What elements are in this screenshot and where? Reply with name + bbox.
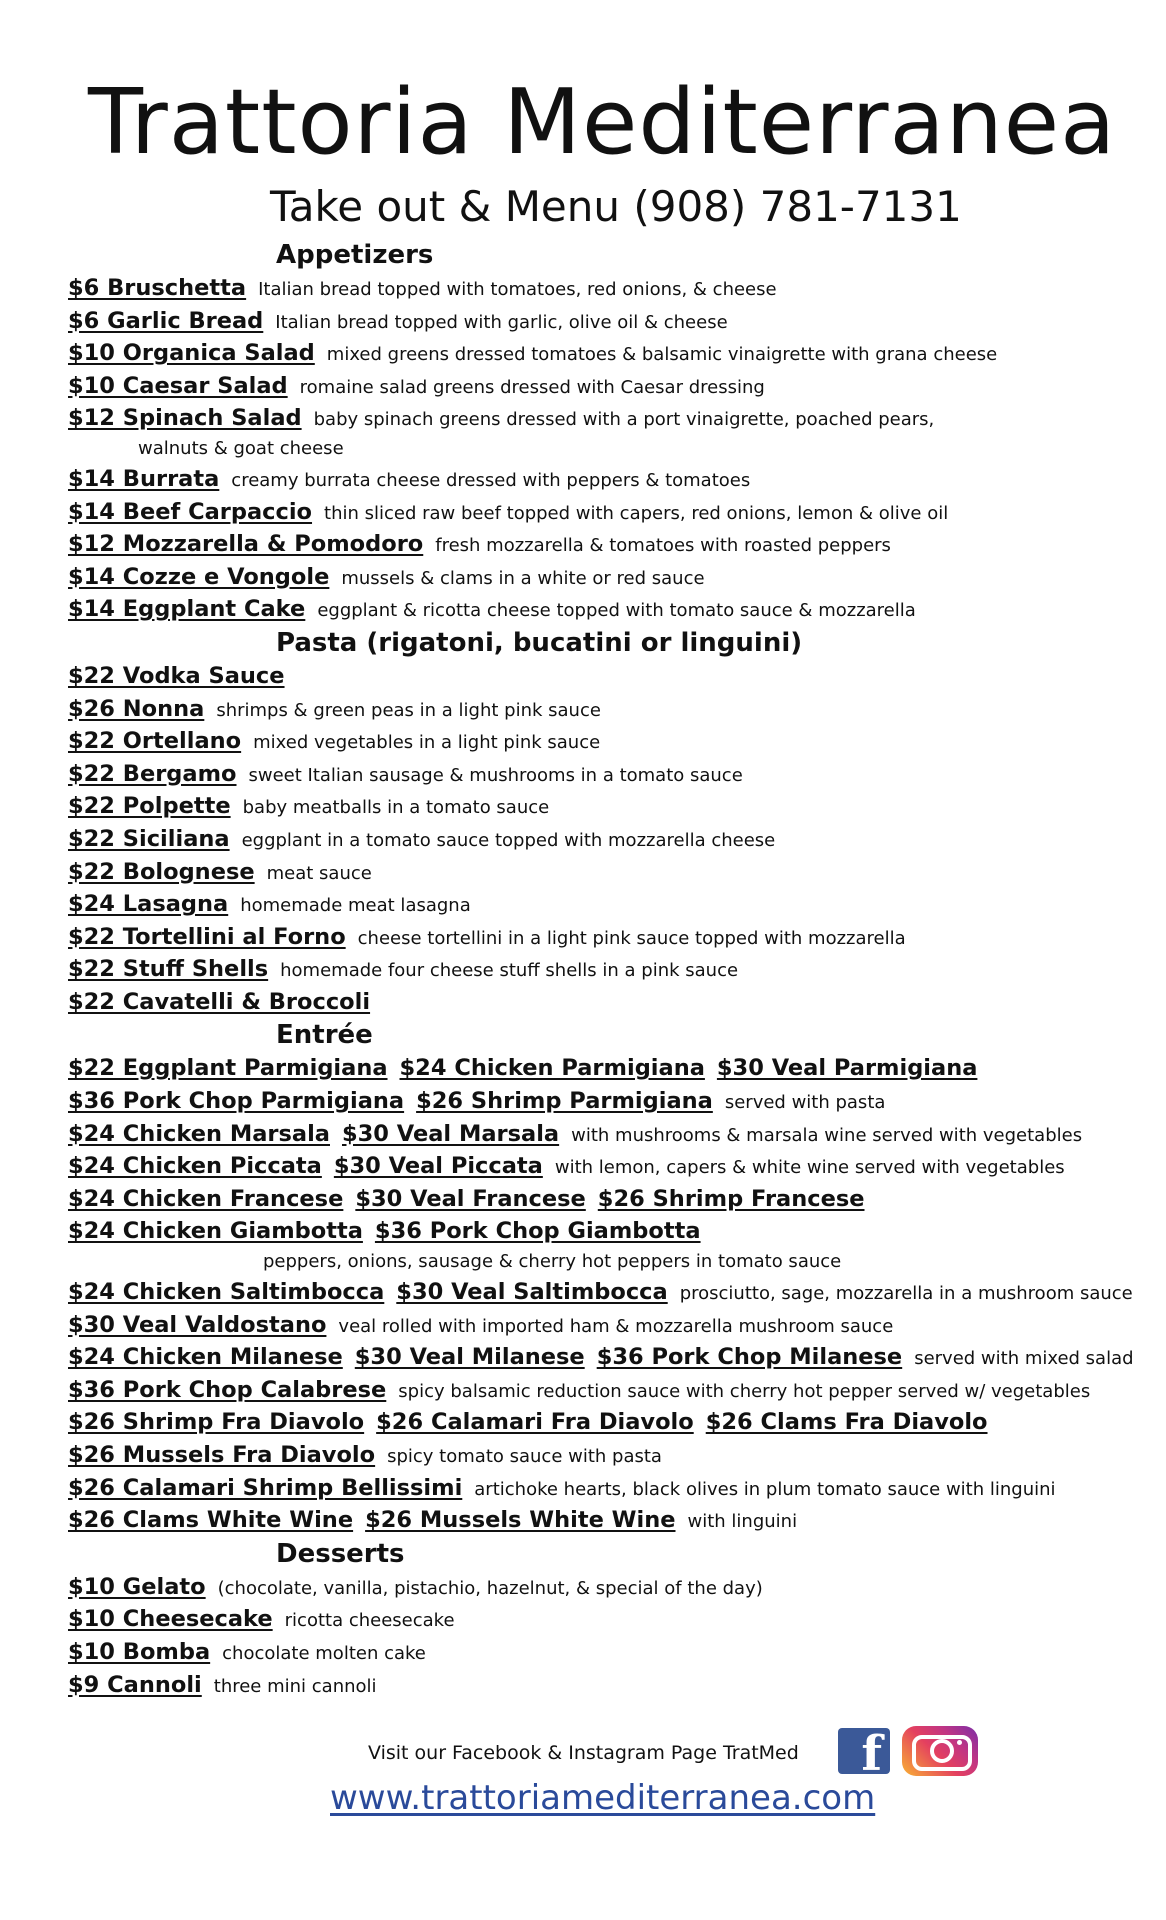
item-name: $9 Cannoli bbox=[68, 1671, 202, 1698]
item-name: $10 Organica Salad bbox=[68, 340, 315, 367]
section-heading: Desserts bbox=[276, 1538, 405, 1569]
item-description: eggplant & ricotta cheese topped with tomato sauce & mozzarella bbox=[317, 600, 916, 622]
menu-item bbox=[68, 1183, 1148, 1216]
item-description: baby spinach greens dressed with a port vinaigrette, poached pears, bbox=[313, 409, 935, 431]
item-name: $30 Veal Parmigiana bbox=[716, 1055, 978, 1082]
section-heading: Pasta (rigatoni, bucatini or linguini) bbox=[276, 627, 803, 658]
item-name: $14 Cozze e Vongole bbox=[68, 563, 330, 590]
menu-item bbox=[68, 337, 1148, 370]
item-name: $26 Calamari Fra Diavolo bbox=[376, 1409, 694, 1436]
item-description: fresh mozzarella & tomatoes with roasted peppers bbox=[435, 535, 891, 557]
item-description: served with pasta bbox=[724, 1092, 886, 1114]
item-name: $22 Cavatelli & Broccoli bbox=[68, 988, 371, 1015]
item-description: served with mixed salad bbox=[914, 1348, 1134, 1370]
item-description: (chocolate, vanilla, pistachio, hazelnut, & special of the day) bbox=[217, 1577, 763, 1599]
item-description: meat sauce bbox=[266, 862, 372, 884]
item-description: with mushrooms & marsala wine served with vegetables bbox=[571, 1124, 1083, 1146]
item-name: $22 Siciliana bbox=[68, 825, 230, 852]
item-description: three mini cannoli bbox=[213, 1675, 377, 1697]
menu-item bbox=[68, 725, 1148, 758]
menu-item bbox=[68, 1085, 1148, 1118]
item-description: baby meatballs in a tomato sauce bbox=[242, 797, 550, 819]
menu-subtitle: Take out & Menu (908) 781-7131 bbox=[270, 182, 962, 231]
item-name: $22 Vodka Sauce bbox=[68, 662, 285, 689]
instagram-icon[interactable] bbox=[902, 1726, 978, 1776]
menu-item bbox=[68, 402, 1148, 435]
website-link[interactable]: www.trattoriamediterranea.com bbox=[330, 1778, 876, 1818]
facebook-icon[interactable]: f bbox=[838, 1728, 890, 1774]
item-name: $22 Stuff Shells bbox=[68, 956, 269, 983]
item-name: $30 Veal Francese bbox=[355, 1185, 586, 1212]
item-name: $6 Bruschetta bbox=[68, 275, 247, 301]
menu-item bbox=[68, 463, 1148, 496]
item-name: $36 Pork Chop Calabrese bbox=[68, 1376, 387, 1403]
item-description: chocolate molten cake bbox=[222, 1642, 426, 1664]
item-description: homemade meat lasagna bbox=[240, 895, 471, 917]
menu-item bbox=[68, 1150, 1148, 1183]
menu-item bbox=[68, 496, 1148, 529]
item-name: $10 Bomba bbox=[68, 1638, 211, 1665]
item-description: cheese tortellini in a light pink sauce topped with mozzarella bbox=[357, 927, 906, 949]
item-name: $36 Pork Chop Giambotta bbox=[374, 1218, 701, 1245]
section-heading: Entrée bbox=[276, 1020, 373, 1051]
item-name: $26 Shrimp Parmigiana bbox=[416, 1088, 713, 1115]
item-description: mixed greens dressed tomatoes & balsamic vinaigrette with grana cheese bbox=[326, 344, 998, 366]
menu-item bbox=[68, 856, 1148, 889]
social-text: Visit our Facebook & Instagram Page TratMed bbox=[368, 1742, 799, 1764]
menu-item bbox=[68, 272, 1148, 305]
item-name: $22 Bergamo bbox=[68, 760, 237, 787]
item-description: spicy tomato sauce with pasta bbox=[387, 1446, 662, 1467]
menu-item bbox=[68, 1052, 1148, 1085]
item-name: $6 Garlic Bread bbox=[68, 307, 264, 334]
item-name: $26 Mussels White Wine bbox=[365, 1507, 676, 1534]
item-description: shrimps & green peas in a light pink sauce bbox=[216, 699, 601, 721]
item-description: eggplant in a tomato sauce topped with mozzarella cheese bbox=[241, 829, 776, 851]
menu-item bbox=[68, 1374, 1148, 1407]
item-name: $36 Pork Chop Milanese bbox=[596, 1344, 903, 1371]
item-description: mixed vegetables in a light pink sauce bbox=[253, 732, 601, 754]
section-heading: Appetizers bbox=[276, 240, 434, 270]
item-name: $26 Clams Fra Diavolo bbox=[705, 1409, 988, 1436]
menu-item bbox=[68, 528, 1148, 561]
menu-item bbox=[68, 1669, 1148, 1702]
menu-item bbox=[68, 790, 1148, 823]
menu-item bbox=[68, 758, 1148, 791]
item-name: $26 Shrimp Fra Diavolo bbox=[68, 1409, 365, 1436]
item-name: $22 Bolognese bbox=[68, 858, 255, 885]
menu-item bbox=[68, 593, 1148, 626]
item-description: homemade four cheese stuff shells in a pink sauce bbox=[280, 960, 739, 982]
menu-item bbox=[68, 1603, 1148, 1636]
item-description: prosciutto, sage, mozzarella in a mushroom sauce bbox=[679, 1283, 1133, 1305]
item-description: spicy balsamic reduction sauce with cherry hot pepper served w/ vegetables bbox=[398, 1380, 1091, 1402]
item-name: $24 Chicken Milanese bbox=[68, 1344, 343, 1371]
menu-item bbox=[68, 1439, 1148, 1472]
item-name: $14 Beef Carpaccio bbox=[68, 498, 313, 525]
item-name: $30 Veal Saltimbocca bbox=[396, 1279, 668, 1306]
item-name: $24 Chicken Saltimbocca bbox=[68, 1279, 385, 1306]
item-name: $30 Veal Piccata bbox=[333, 1153, 543, 1180]
item-description: with linguini bbox=[687, 1511, 798, 1533]
menu-item bbox=[68, 660, 1148, 693]
menu-item bbox=[68, 953, 1148, 986]
item-name: $12 Mozzarella & Pomodoro bbox=[68, 531, 424, 558]
item-description: Italian bread topped with garlic, olive oil & cheese bbox=[275, 311, 728, 333]
item-name: $24 Chicken Parmigiana bbox=[399, 1055, 705, 1082]
item-name: $22 Eggplant Parmigiana bbox=[68, 1055, 388, 1082]
menu-item bbox=[68, 561, 1148, 594]
menu-item bbox=[68, 888, 1148, 921]
item-description: ricotta cheesecake bbox=[284, 1610, 455, 1632]
menu-item bbox=[68, 1276, 1148, 1309]
menu-item bbox=[68, 823, 1148, 856]
item-description: with lemon, capers & white wine served with vegetables bbox=[554, 1157, 1065, 1179]
menu-item bbox=[68, 1636, 1148, 1669]
item-name: $10 Gelato bbox=[68, 1573, 206, 1600]
item-name: $26 Shrimp Francese bbox=[597, 1185, 865, 1212]
menu-item bbox=[68, 1472, 1148, 1505]
item-name: $26 Mussels Fra Diavolo bbox=[68, 1442, 376, 1468]
item-name: $26 Calamari Shrimp Bellissimi bbox=[68, 1474, 463, 1501]
item-description: Italian bread topped with tomatoes, red onions, & cheese bbox=[258, 279, 777, 300]
item-name: $10 Cheesecake bbox=[68, 1606, 273, 1633]
item-name: $30 Veal Marsala bbox=[342, 1120, 560, 1147]
menu-item bbox=[68, 921, 1148, 954]
item-description: mussels & clams in a white or red sauce bbox=[341, 567, 705, 589]
item-name: $12 Spinach Salad bbox=[68, 405, 302, 432]
item-name: $24 Lasagna bbox=[68, 891, 229, 918]
item-name: $24 Chicken Francese bbox=[68, 1185, 344, 1212]
restaurant-title: Trattoria Mediterranea bbox=[88, 70, 1117, 175]
item-description: sweet Italian sausage & mushrooms in a tomato sauce bbox=[248, 764, 743, 786]
menu-item bbox=[68, 1504, 1148, 1537]
item-name: $14 Burrata bbox=[68, 465, 220, 492]
menu-item bbox=[68, 370, 1148, 403]
item-description: artichoke hearts, black olives in plum tomato sauce with linguini bbox=[474, 1478, 1056, 1500]
item-description-continued: walnuts & goat cheese bbox=[138, 437, 344, 459]
menu-item bbox=[68, 305, 1148, 338]
item-name: $22 Polpette bbox=[68, 793, 231, 820]
item-name: $24 Chicken Marsala bbox=[68, 1120, 330, 1147]
menu-item bbox=[68, 1406, 1148, 1439]
menu-item bbox=[68, 1118, 1148, 1151]
item-name: $24 Chicken Piccata bbox=[68, 1153, 322, 1180]
item-name: $30 Veal Valdostano bbox=[68, 1311, 327, 1338]
menu-item bbox=[68, 1215, 1148, 1248]
item-name: $36 Pork Chop Parmigiana bbox=[68, 1088, 405, 1115]
item-description: veal rolled with imported ham & mozzarella mushroom sauce bbox=[338, 1315, 894, 1337]
item-name: $26 Clams White Wine bbox=[68, 1507, 354, 1534]
item-description: thin sliced raw beef topped with capers, red onions, lemon & olive oil bbox=[324, 502, 949, 524]
item-description: creamy burrata cheese dressed with peppers & tomatoes bbox=[231, 469, 751, 491]
menu-item bbox=[68, 1571, 1148, 1604]
item-name: $10 Caesar Salad bbox=[68, 372, 288, 399]
menu-item bbox=[68, 1309, 1148, 1342]
item-name: $26 Nonna bbox=[68, 695, 205, 722]
menu-item bbox=[68, 986, 1148, 1019]
item-name: $22 Ortellano bbox=[68, 728, 242, 755]
item-name: $14 Eggplant Cake bbox=[68, 596, 306, 623]
item-name: $24 Chicken Giambotta bbox=[68, 1218, 363, 1245]
item-name: $22 Tortellini al Forno bbox=[68, 923, 346, 950]
menu-item bbox=[68, 1341, 1148, 1374]
menu-list bbox=[68, 238, 1148, 1701]
item-name: $30 Veal Milanese bbox=[354, 1344, 585, 1371]
item-description-continued: peppers, onions, sausage & cherry hot peppers in tomato sauce bbox=[263, 1251, 842, 1273]
menu-item bbox=[68, 693, 1148, 726]
item-description: romaine salad greens dressed with Caesar dressing bbox=[299, 376, 765, 398]
